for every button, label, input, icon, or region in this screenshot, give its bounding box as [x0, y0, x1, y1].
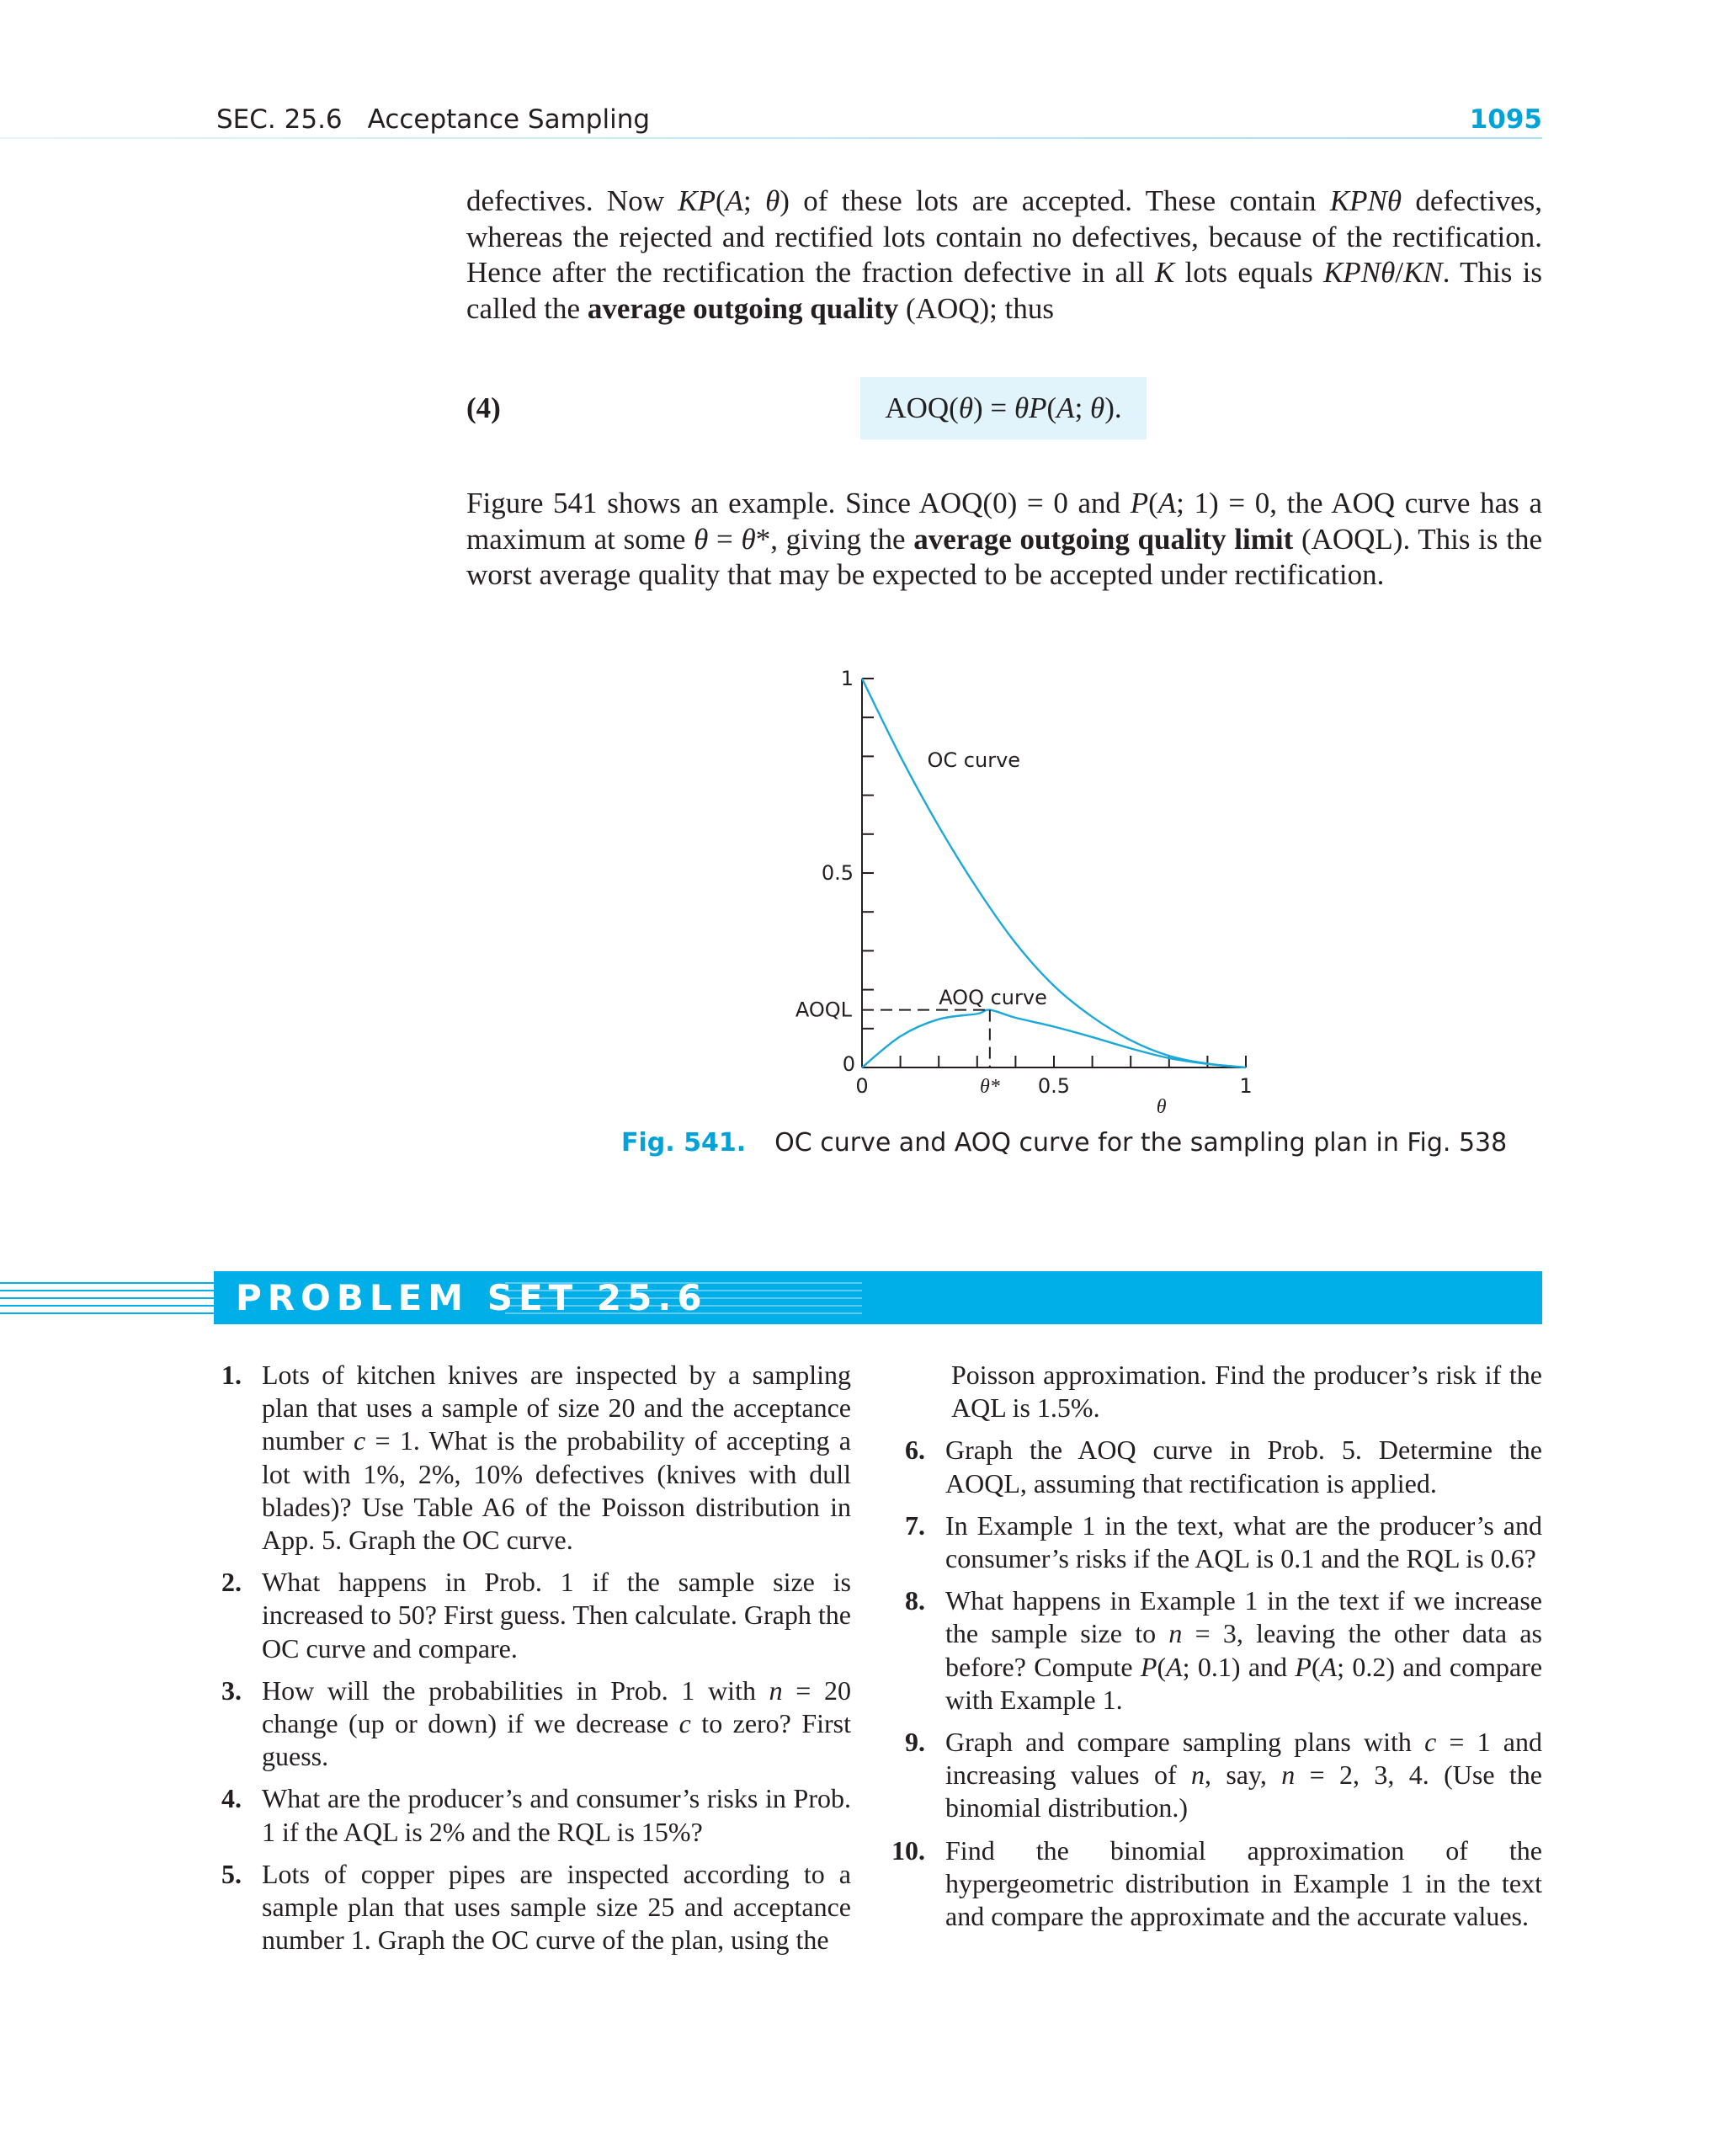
y-tick-label-half: 0.5	[821, 861, 854, 885]
problem-set-title: PROBLEM SET 25.6	[236, 1277, 708, 1318]
x-tick-label-1: 1	[1239, 1074, 1253, 1098]
x-axis-title: θ	[1156, 1096, 1167, 1118]
intro-text: defectives. Now KP(A; θ) of these lots are accepted. These contain KPNθ defectives, whereas the rejected and rectified lots contain no defectives, because of the rectification. Hence after the rectification the fraction defective in all K lots equals KPNθ/KN. This is called the average outgoing quality (AOQ); thus	[466, 184, 1543, 325]
problem-text: Lots of kitchen knives are inspected by a sampling plan that uses a sample of size 20 and the acceptance number c = 1. What is the probability of accepting a lot with 1%, 2%, 10% defectives (knives with dull blades)? Use Table A6 of the Poisson distribution in App. 5. Graph the OC curve.	[262, 1360, 851, 1556]
y-tick-label-0: 0	[842, 1052, 855, 1076]
problem-text: Graph the AOQ curve in Prob. 5. Determine the AOQL, assuming that rectification is applied.	[945, 1435, 1542, 1499]
problem-number: 3.	[221, 1674, 242, 1706]
problem-text: Find the binomial approximation of the hypergeometric distribution in Example 1 in the text and compare the approximate and the accurate values.	[945, 1834, 1542, 1932]
aoql-text: Figure 541 shows an example. Since AOQ(0) = 0 and P(A; 1) = 0, the AOQ curve has a maximum at some θ = θ*, giving the average outgoing quality limit (AOQL). This is the worst average quality that may be expected to be accepted under rectification.	[466, 487, 1542, 591]
problem-item	[221, 1782, 851, 1848]
problem-number: 8.	[905, 1585, 925, 1616]
y-tick-label-1: 1	[840, 667, 854, 690]
problem-item	[905, 1434, 1542, 1499]
problem-text: What happens in Example 1 in the text if we increase the sample size to n = 3, leaving the other data as before? Compute P(A; 0.1) and P(A; 0.2) and compare with Example 1.	[945, 1585, 1543, 1715]
problem-number: 2.	[221, 1567, 242, 1598]
problem-5-continuation: Poisson approximation. Find the producer’s risk if the AQL is 1.5%.	[951, 1360, 1542, 1424]
problem-text: Lots of copper pipes are inspected according to a sample plan that uses sample size 25 and acceptance number 1. Graph the OC curve of the plan, using the	[262, 1858, 851, 1956]
page-number: 1095	[1469, 104, 1542, 135]
problem-number: 6.	[905, 1435, 925, 1466]
aoq-curve-label: AOQ curve	[939, 985, 1047, 1009]
section-title: Acceptance Sampling	[367, 104, 651, 135]
figure-caption	[621, 1128, 1507, 1158]
section-number: SEC. 25.6	[216, 104, 343, 135]
problem-item	[221, 1674, 851, 1774]
aoql-guides	[862, 1010, 990, 1067]
equation-aoq: AOQ(θ) = θP(A; θ).	[885, 391, 1122, 424]
y-label-aoql: AOQL	[795, 998, 852, 1022]
problem-item	[221, 1359, 851, 1557]
problem-item	[221, 1858, 851, 1957]
problem-number: 1.	[221, 1360, 242, 1390]
problem-item	[221, 1566, 851, 1665]
problems-right-column	[891, 1359, 1543, 1942]
problem-number: 4.	[221, 1783, 242, 1814]
problem-number: 9.	[905, 1727, 925, 1758]
chart-labels	[795, 667, 1253, 1118]
equation-number: (4)	[466, 391, 501, 424]
figure-caption-text: OC curve and AOQ curve for the sampling plan in Fig. 538	[774, 1128, 1508, 1158]
problem-text: In Example 1 in the text, what are the producer’s and consumer’s risks if the AQL is 0.1 and the RQL is 0.6?	[945, 1509, 1542, 1574]
problem-item	[891, 1834, 1542, 1934]
x-tick-label-theta-star: θ*	[979, 1076, 1000, 1098]
problem-item	[905, 1584, 1542, 1717]
problem-number: 7.	[905, 1509, 925, 1541]
x-tick-label-0: 0	[855, 1074, 869, 1098]
x-tick-label-half: 0.5	[1037, 1074, 1071, 1098]
problem-number: 10.	[891, 1834, 925, 1866]
problem-text: What are the producer’s and consumer’s risks in Prob. 1 if the AQL is 2% and the RQL is 15%?	[262, 1783, 851, 1847]
problem-text: Graph and compare sampling plans with c = 1 and increasing values of n, say, n = 2, 3, 4. (Use the binomial distribution.)	[945, 1727, 1543, 1823]
problem-item	[905, 1509, 1542, 1575]
problem-text: What happens in Prob. 1 if the sample size is increased to 50? First guess. Then calculate. Graph the OC curve and compare.	[262, 1567, 851, 1664]
problem-item	[905, 1726, 1542, 1825]
problem-number: 5.	[221, 1858, 242, 1889]
problem-text: How will the probabilities in Prob. 1 with n = 20 change (up or down) if we decrease c to zero? First guess.	[262, 1674, 852, 1772]
problems-left-column	[221, 1359, 851, 1966]
oc-curve-label: OC curve	[927, 748, 1021, 773]
figure-label: Fig. 541.	[621, 1128, 747, 1158]
